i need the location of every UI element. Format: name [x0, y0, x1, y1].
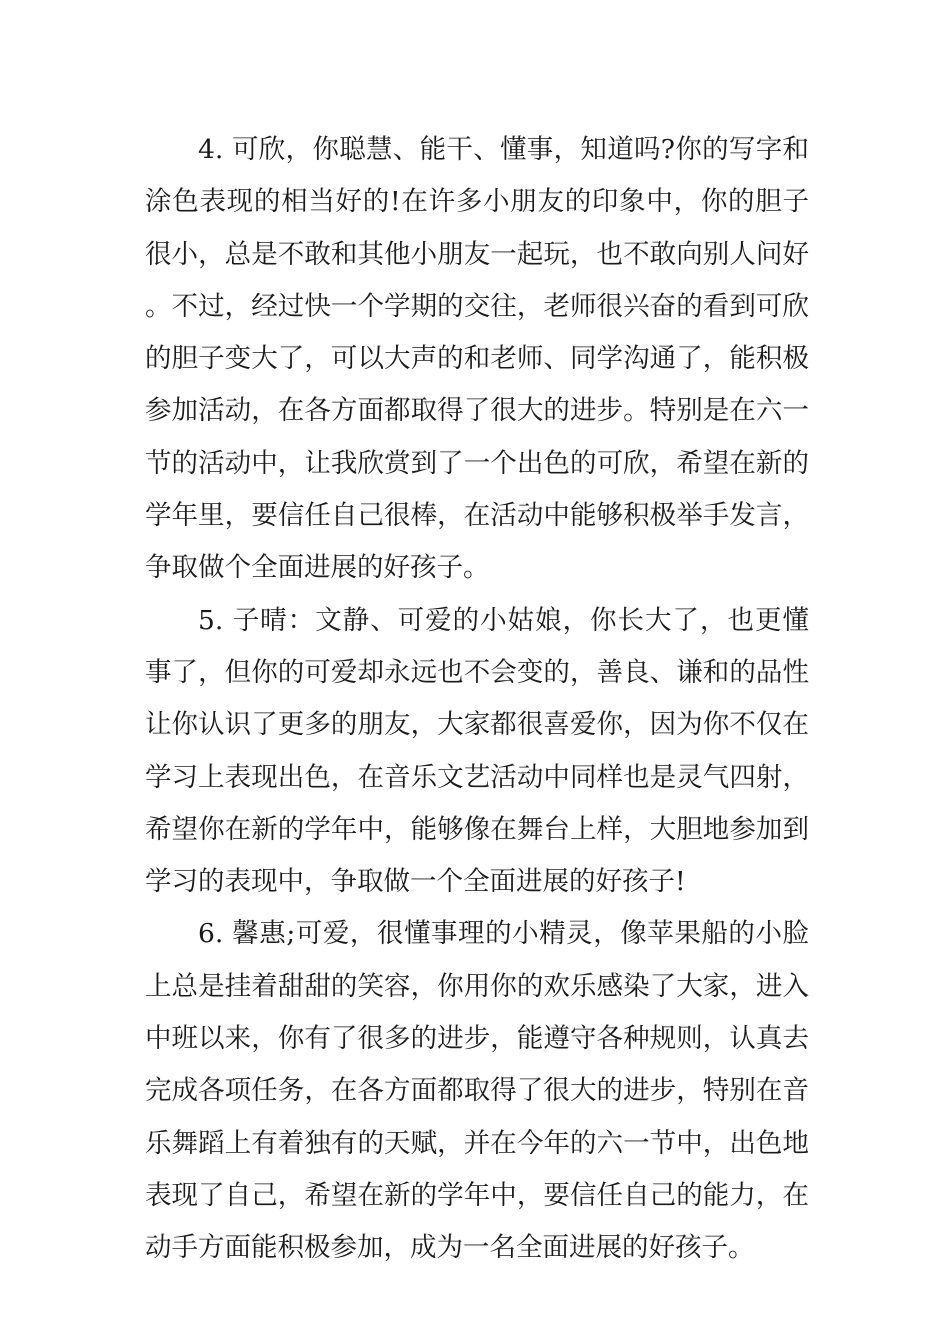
paragraph-comment-5: 5. 子晴：文静、可爱的小姑娘，你长大了，也更懂事了，但你的可爱却永远也不会变的，善良、谦和的品性让你认识了更多的朋友，大家都很喜爱你，因为你不仅在学习上表现出色，在音乐文艺活动中同样也是灵气四射，希望你在新的学年中，能够像在舞台上样，大胆地参加到学习的表现中，争取做一个全面进展的好孩子! — [145, 604, 809, 898]
document-body — [145, 124, 809, 1275]
paragraph-comment-6: 6. 馨惠;可爱，很懂事理的小精灵，像苹果船的小脸上总是挂着甜甜的笑容，你用你的欢乐感染了大家，进入中班以来，你有了很多的进步，能遵守各种规则，认真去完成各项任务，在各方面都取得了很大的进步，特别在音乐舞蹈上有着独有的天赋，并在今年的六一节中，出色地表现了自己，希望在新的学年中，要信任自己的能力，在动手方面能积极参加，成为一名全面进展的好孩子。 — [145, 918, 809, 1264]
paragraph-comment-4: 4. 可欣，你聪慧、能干、懂事，知道吗?你的写字和涂色表现的相当好的!在许多小朋友的印象中，你的胆子很小，总是不敢和其他小朋友一起玩，也不敢向别人问好。不过，经过快一个学期的交往，老师很兴奋的看到可欣的胆子变大了，可以大声的和老师、同学沟通了，能积极参加活动，在各方面都取得了很大的进步。特别是在六一节的活动中，让我欣赏到了一个出色的可欣，希望在新的学年里，要信任自己很棒，在活动中能够积极举手发言，争取做个全面进展的好孩子。 — [145, 134, 809, 584]
